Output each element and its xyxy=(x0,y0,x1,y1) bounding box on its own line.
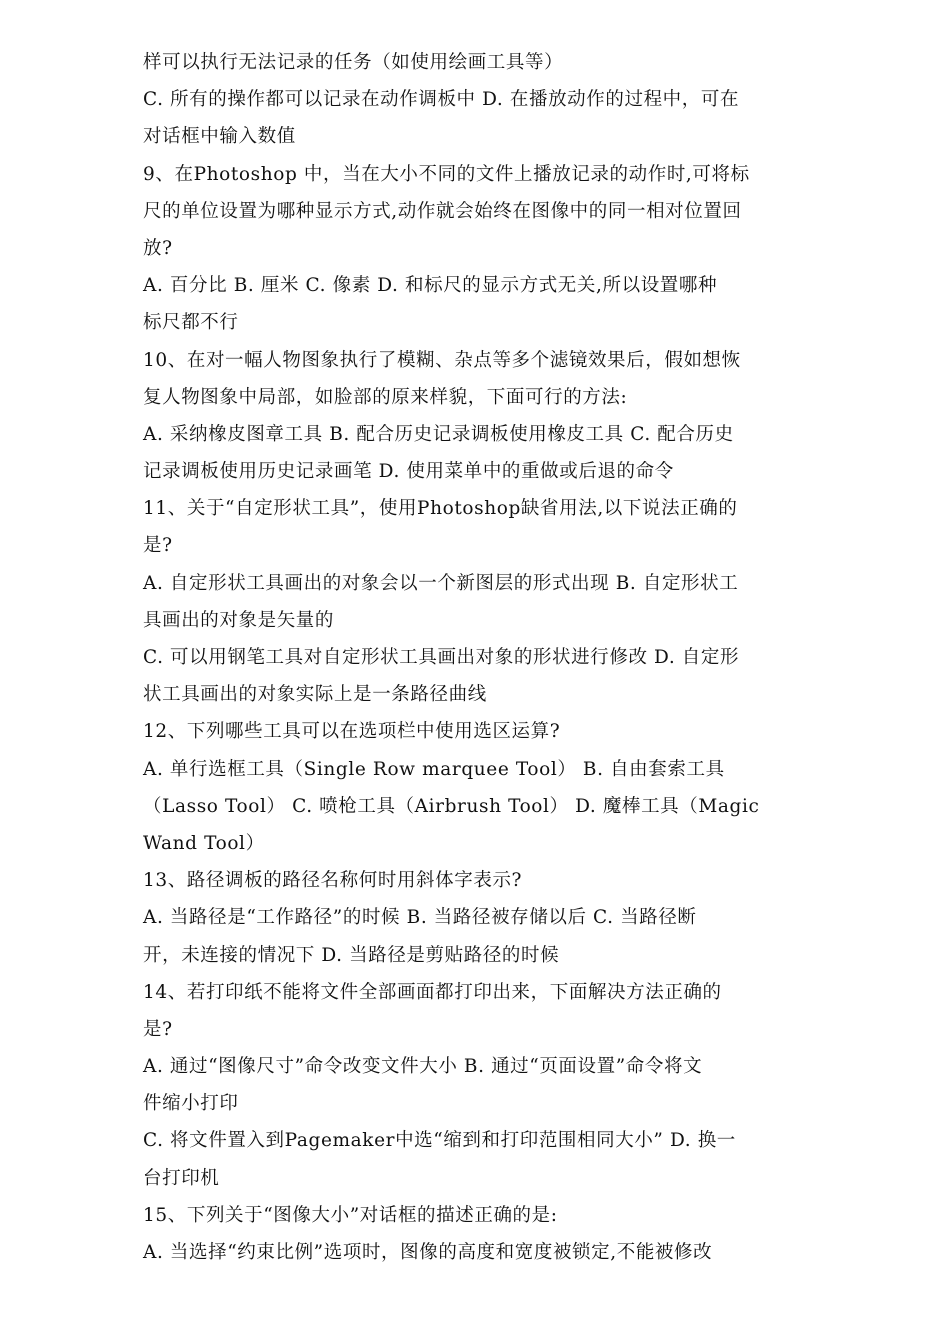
document-body xyxy=(143,44,803,1271)
text-line: 开，未连接的情况下 D. 当路径是剪贴路径的时候 xyxy=(143,944,560,966)
options-10: A. 采纳橡皮图章工具 B. 配合历史记录调板使用橡皮工具 C. 配合历史 xyxy=(143,423,734,445)
text-line: 复人物图象中局部，如脸部的原来样貌，下面可行的方法: xyxy=(143,386,628,408)
text-line: C. 将文件置入到Pagemaker中选“缩到和打印范围相同大小” D. 换一 xyxy=(143,1130,736,1152)
text-line: 记录调板使用历史记录画笔 D. 使用菜单中的重做或后退的命令 xyxy=(143,461,674,483)
text-line: C. 可以用钢笔工具对自定形状工具画出对象的形状进行修改 D. 自定形 xyxy=(143,647,740,668)
question-14: 14、若打印纸不能将文件全部画面都打印出来，下面解决方法正确的 xyxy=(143,981,722,1003)
options-15: A. 当选择“约束比例”选项时，图像的高度和宽度被锁定,不能被修改 xyxy=(143,1242,713,1263)
text-line: 具画出的对象是矢量的 xyxy=(143,609,335,631)
options-9: A. 百分比 B. 厘米 C. 像素 D. 和标尺的显示方式无关,所以设置哪种 xyxy=(143,275,718,297)
question-12: 12、下列哪些工具可以在选项栏中使用选区运算? xyxy=(143,721,561,743)
text-line: 是? xyxy=(143,1018,173,1040)
text-line: C. 所有的操作都可以记录在动作调板中 D. 在播放动作的过程中，可在 xyxy=(143,89,740,111)
text-line: 样可以执行无法记录的任务（如使用绘画工具等） xyxy=(143,52,564,73)
options-11: A. 自定形状工具画出的对象会以一个新图层的形式出现 B. 自定形状工 xyxy=(143,572,739,594)
question-11: 11、关于“自定形状工具”，使用Photoshop缺省用法,以下说法正确的 xyxy=(143,498,738,520)
options-12: A. 单行选框工具（Single Row marquee Tool） B. 自由套索工具 xyxy=(143,758,725,780)
text-line: 状工具画出的对象实际上是一条路径曲线 xyxy=(143,684,487,706)
options-13: A. 当路径是“工作路径”的时候 B. 当路径被存储以后 C. 当路径断 xyxy=(143,907,697,929)
text-line: 是? xyxy=(143,535,173,557)
question-10: 10、在对一幅人物图象执行了模糊、杂点等多个滤镜效果后，假如想恢 xyxy=(143,349,741,371)
text-line: 对话框中输入数值 xyxy=(143,126,296,148)
question-13: 13、路径调板的路径名称何时用斜体字表示? xyxy=(143,870,523,892)
text-line: 放? xyxy=(143,237,173,259)
text-line: 尺的单位设置为哪种显示方式,动作就会始终在图像中的同一相对位置回 xyxy=(143,200,742,222)
options-14: A. 通过“图像尺寸”命令改变文件大小 B. 通过“页面设置”命令将文 xyxy=(143,1056,703,1078)
text-line: 台打印机 xyxy=(143,1167,220,1189)
text-line: 件缩小打印 xyxy=(143,1093,239,1115)
question-9: 9、在Photoshop 中，当在大小不同的文件上播放记录的动作时,可将标 xyxy=(143,163,750,185)
text-line: 标尺都不行 xyxy=(143,312,239,334)
text-line: Wand Tool） xyxy=(143,832,265,854)
text-line: （Lasso Tool） C. 喷枪工具（Airbrush Tool） D. 魔棒工具（Magic xyxy=(143,795,760,817)
question-15: 15、下列关于“图像大小”对话框的描述正确的是: xyxy=(143,1204,558,1226)
